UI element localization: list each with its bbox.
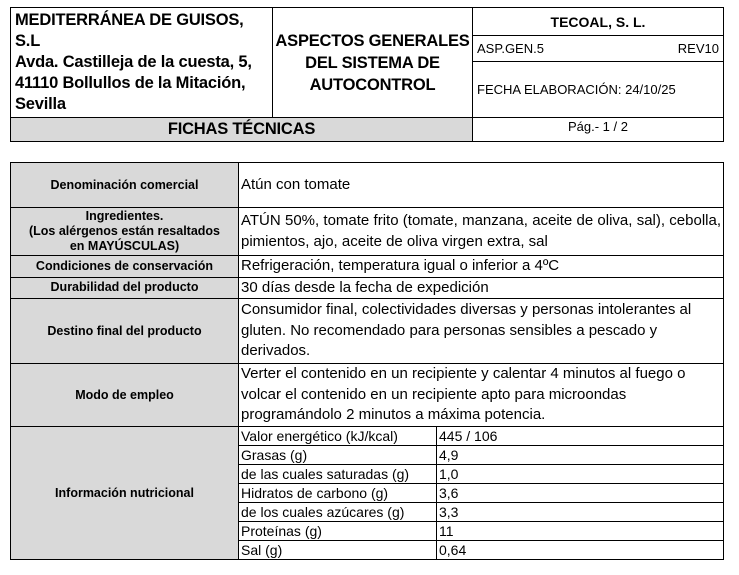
nutrient-name: Hidratos de carbono (g): [239, 484, 437, 503]
nutrient-value: 445 / 106: [437, 427, 724, 446]
spec-row: [11, 163, 724, 208]
spec-label: Información nutricional: [11, 427, 239, 560]
company-name: MEDITERRÁNEA DE GUISOS, S.L: [15, 11, 244, 50]
label-line: Ingredientes.: [85, 209, 164, 223]
nutrition-row: [239, 541, 723, 560]
spec-label: [11, 208, 239, 256]
label-line: en MAYÚSCULAS): [69, 239, 180, 253]
nutrition-row: [239, 484, 723, 503]
nutrient-name: de los cuales azúcares (g): [239, 503, 437, 522]
spec-row: [11, 427, 724, 560]
revision: REV10: [677, 41, 719, 57]
company-street: Avda. Castilleja de la cuesta, 5,: [15, 53, 252, 71]
nutrient-value: 3,3: [437, 503, 724, 522]
doc-code-cell: [473, 36, 724, 62]
spec-row: [11, 299, 724, 364]
spec-row: [11, 208, 724, 256]
destination-value: Consumidor final, colectividades diversas y personas intolerantes al gluten. No recomendado para personas sensibles a pescado y derivados.: [239, 299, 724, 364]
nutrition-row: [239, 446, 723, 465]
nutrient-name: Proteínas (g): [239, 522, 437, 541]
spec-row: [11, 364, 724, 427]
section-title: FICHAS TÉCNICAS: [11, 118, 473, 142]
nutrition-row: [239, 465, 723, 484]
shelf-life-value: 30 días desde la fecha de expedición: [239, 277, 724, 299]
title-line: DEL SISTEMA DE: [305, 53, 440, 72]
nutrient-name: de las cuales saturadas (g): [239, 465, 437, 484]
storage-value: Refrigeración, temperatura igual o inferior a 4ºC: [239, 256, 724, 278]
product-name: Atún con tomate: [239, 163, 724, 208]
fecha-elaboracion: FECHA ELABORACIÓN: 24/10/25: [473, 62, 724, 118]
document-header: [10, 7, 724, 142]
title-line: AUTOCONTROL: [309, 75, 436, 94]
spec-row: [11, 256, 724, 278]
nutrition-cell: [239, 427, 724, 560]
nutrition-row: [239, 427, 723, 446]
spec-label: Destino final del producto: [11, 299, 239, 364]
company-address: [11, 8, 273, 118]
label-line: (Los alérgenos están resaltados: [28, 224, 221, 238]
nutrient-value: 1,0: [437, 465, 724, 484]
spec-label: Condiciones de conservación: [11, 256, 239, 278]
nutrient-name: Grasas (g): [239, 446, 437, 465]
nutrient-name: Valor energético (kJ/kcal): [239, 427, 437, 446]
client-name: TECOAL, S. L.: [473, 8, 724, 36]
page-number: Pág.- 1 / 2: [473, 118, 724, 142]
nutrient-value: 11: [437, 522, 724, 541]
nutrition-row: [239, 503, 723, 522]
nutrient-value: 0,64: [437, 541, 724, 560]
spec-row: [11, 277, 724, 299]
ingredients-value: ATÚN 50%, tomate frito (tomate, manzana, aceite de oliva, sal), cebolla, pimientos, ajo, aceite de oliva virgen extra, sal: [239, 208, 724, 256]
nutrient-name: Sal (g): [239, 541, 437, 560]
title-line: ASPECTOS GENERALES: [275, 31, 470, 50]
company-city: 41110 Bollullos de la Mitación,: [15, 74, 246, 92]
document-title: [273, 8, 473, 118]
doc-code: ASP.GEN.5: [477, 41, 544, 57]
product-spec-table: [10, 162, 724, 560]
spec-label: Modo de empleo: [11, 364, 239, 427]
nutrition-row: [239, 522, 723, 541]
company-province: Sevilla: [15, 95, 66, 113]
nutrition-table: [239, 427, 723, 559]
usage-value: Verter el contenido en un recipiente y calentar 4 minutos al fuego o volcar el contenido en un recipiente apto para microondas programándolo 2 minutos a máxima potencia.: [239, 364, 724, 427]
nutrient-value: 3,6: [437, 484, 724, 503]
spec-label: Durabilidad del producto: [11, 277, 239, 299]
spec-label: Denominación comercial: [11, 163, 239, 208]
nutrient-value: 4,9: [437, 446, 724, 465]
